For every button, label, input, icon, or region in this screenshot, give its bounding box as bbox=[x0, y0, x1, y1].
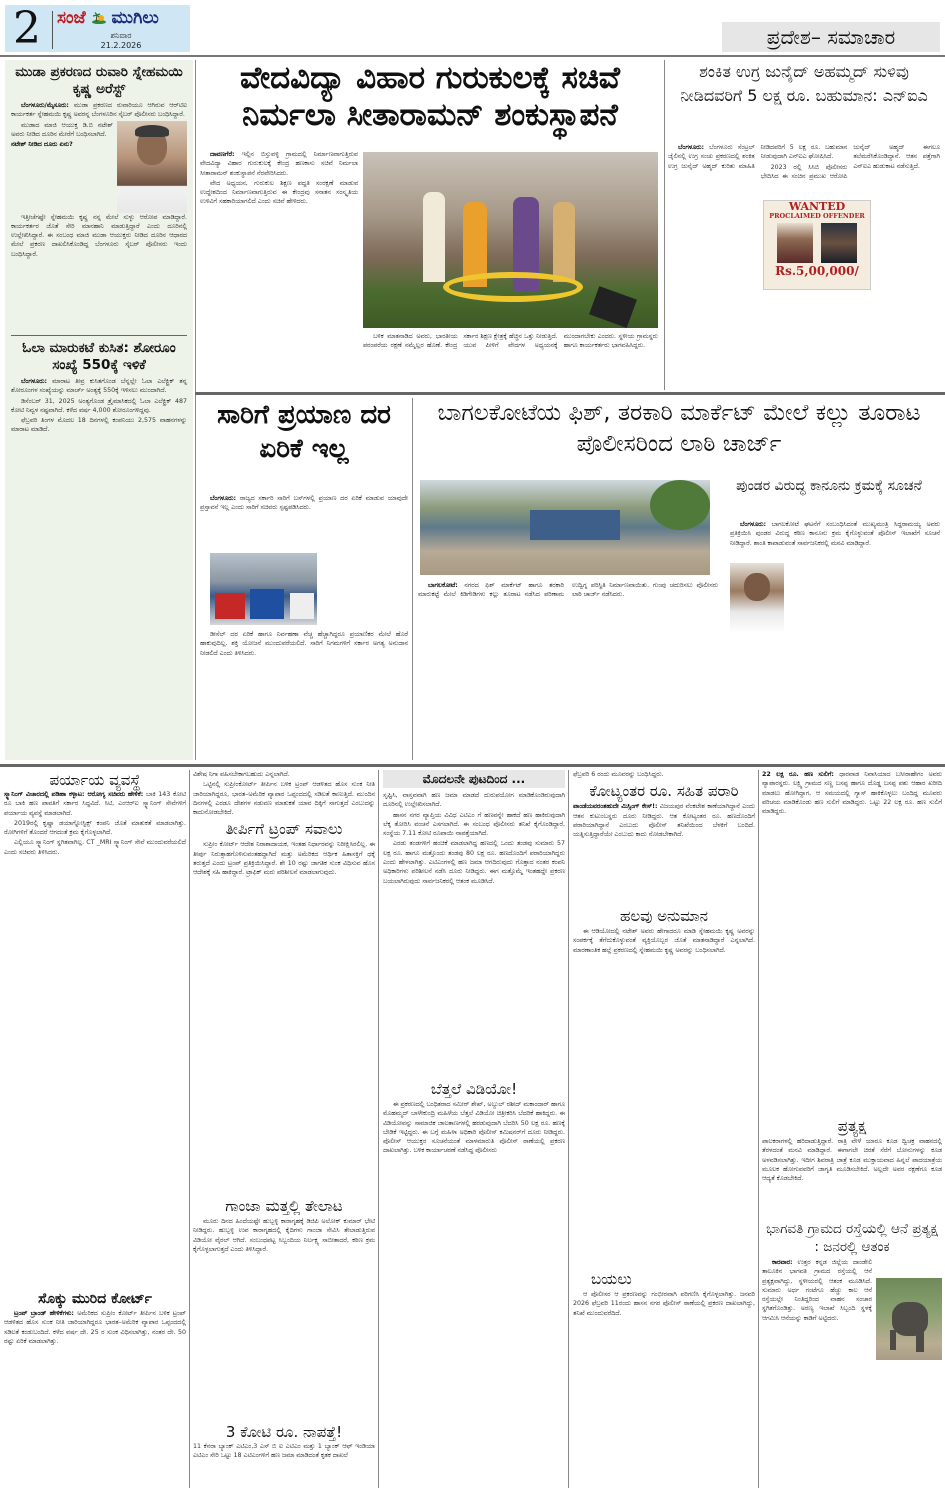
dateline: ಬೆಂಗಳೂರು/ಮೈಸೂರು: bbox=[21, 102, 69, 109]
bottom-column-3 bbox=[383, 770, 565, 1488]
dateline: ಕಾರವಾರ: bbox=[772, 1259, 793, 1266]
headline-3-crore: 3 ಕೋಟಿ ರೂ. ನಾಪತ್ತೆ! bbox=[225, 1423, 343, 1441]
dateline: ಟ್ರಂಪ್ ಬ್ರಾಂಡ್ ಹೇಳಿಕೆಗಳು: bbox=[14, 1310, 74, 1317]
article-body bbox=[383, 791, 565, 886]
portrait-photo bbox=[117, 121, 187, 213]
paper-name-part2: ಮುಗಿಲು bbox=[111, 8, 159, 28]
headline-muda-arrest: ಮುಡಾ ಪ್ರಕರಣದ ರುವಾರಿ ಸ್ನೇಹಮಯಿ ಕೃಷ್ಣ ಅರೆಸ್ಟ್ bbox=[15, 64, 183, 97]
column-rule bbox=[568, 770, 569, 1488]
article-paragraph: ವಿಜಯಪುರ ವೆಂಕಟೇಶ ಕಾಣೆಯಾಗಿದ್ದಾನೆ ಎಂದು ಆತನ ಕುಟುಂಬಸ್ಥರು ದೂರು ನೀಡಿದ್ದರು. ಆತ ಕೋಟ್ಯಂತರ ರೂ. ಹಣದೊಂದಿಗೆ ಪರಾರಿಯಾಗಿದ್ದಾನೆ ಎಂಬುದು ಪೊಲೀಸ್ ತನಿಖೆಯಿಂದ ಬೆಳಕಿಗೆ ಬಂದಿದೆ. ಯತ್ನಿಸುತ್ತಿದ್ದಾರೆಯೇ ಎಂಬುದು ಕಾದು ನೋಡಬೇಕಾಗಿದೆ. bbox=[573, 803, 755, 839]
article-body bbox=[668, 143, 940, 181]
story-muda-arrest bbox=[5, 60, 193, 264]
masthead bbox=[0, 0, 945, 56]
article-lead: ಮಾರಾಟ ತೀವ್ರ ಕುಸಿತಗೊಂಡ ಬೆನ್ನಲ್ಲೇ ಓಲಾ ಎಲೆಕ್ಟ್ರಿಕ್ ತನ್ನ ಶೋರೂಂಗಳ ಸಂಖ್ಯೆಯನ್ನು ಮಾರ್ಚ್ ಅಂತ್ಯಕ್ಕೆ 550ಕ್ಕೆ ಇಳಿಸಲು ಮುಂದಾಗಿದೆ. bbox=[11, 378, 187, 395]
article-body bbox=[193, 1442, 375, 1461]
masthead-divider bbox=[52, 11, 53, 49]
article-paragraph: ಬಳಿಕ ಮಾತನಾಡಿದ ಅವರು, ಭಾರತೀಯ ಪರಂಪರೆಯ ರಕ್ಷಣೆ ನಮ್ಮೆಲ್ಲರ ಹೊಣೆ. ಕೇಂದ್ರ ಸರ್ಕಾರ ಶಿಕ್ಷಣ ಕ್ಷೇತ್ರಕ್ಕೆ ಹೆಚ್ಚಿನ ಒತ್ತು ನೀಡುತ್ತಿದೆ. ಯುವ ಪೀಳಿಗೆ ವೇದಗಳ ಅಧ್ಯಯನಕ್ಕೆ ಮುಂದಾಗಬೇಕು ಎಂದರು. ಸ್ಥಳೀಯ ಗ್ರಾಮಸ್ಥರು ಹಾಗೂ ಕಾರ್ಯಕರ್ತರು ಭಾಗವಹಿಸಿದ್ದರು. bbox=[363, 333, 658, 350]
page-number: 2 bbox=[13, 3, 41, 54]
article-body bbox=[762, 770, 942, 816]
article-paragraph: 2019ರಲ್ಲಿ ಕೃಷ್ಣಾ ಡಯಾಗ್ನೋಸ್ಟಿಕ್ಸ್ ಕಂಪನಿ ಜೊತೆ ಮಾತುಕತೆ ಮಾಡಲಾಗಿತ್ತು. ರೋಗಿಗಳಿಗೆ ತೊಂದರೆ ಆಗದಂತೆ ಕ್ರಮ ಕೈಗೊಳ್ಳಲಾಗಿದೆ. bbox=[4, 819, 186, 837]
bottom-column-4 bbox=[573, 770, 755, 1488]
article-paragraph: ಧಾರವಾಡ ನಿವಾಸಿಯಾದ ಬಸೀರಾಹೇಗಂ ಅವರು ವ್ಯಾಪಾರಸ್ಥರು. ಲಕ್ಷ್ಮಿ ಗ್ರಾಮದ ಸಣ್ಣ ಬಸಪ್ಪ ಹಾಗೂ ದೊಡ್ಡ ಬಸಪ್ಪ ಪಶು ಆಹಾರ ಖರೀದಿ ಮಾಡಲು ಹೋಗಿದ್ದಾಗ, ಆ ಸಮಯದಲ್ಲಿ ಗ್ಯಾಸ್ ಹಾಕಿಕೊಳ್ಳಲು ಬಂದಿದ್ದ ಮೂವರು ಪರಿಚಯ ಮಾಡಿಕೊಂಡು ಹಣ ಸುಲಿಗೆ ಮಾಡಿದ್ದರು. ಒಟ್ಟು 22 ಲಕ್ಷ ರೂ. ಹಣ ಸುಲಿಗೆ ಮಾಡಿದ್ದರು. bbox=[762, 771, 942, 816]
headline-trump-challenge: ತೀರ್ಪಿಗೆ ಟ್ರಂಪ್ ಸವಾಲು bbox=[225, 820, 343, 839]
article-paragraph: ಎರಡು ತಂಡಗಳಿಗೆ ಹಂಚಿಕೆ ಮಾಡಲಾಗಿದ್ದ ಹಣದಲ್ಲಿ ಒಂದು ತಂಡವು ಸುಮಾರು 57 ಲಕ್ಷ ರೂ. ಹಾಗೂ ಮತ್ತೊಂದು ತಂಡವು 80 ಲಕ್ಷ ರೂ. ಹಣದೊಂದಿಗೆ ಪರಾರಿಯಾಗಿದ್ದರು ಎಂದು ಹೇಳಲಾಗಿತ್ತು. ಎಟಿಎಂಗಳಲ್ಲಿ ಹಣ ಜಮಾ ಆಗದಿರುವುದು ಗೊತ್ತಾದ ನಂತರ ಕಂಪನಿ ಅಧಿಕಾರಿಗಳು ಪರಿಶೀಲನೆ ನಡೆಸಿ ದೂರು ನೀಡಿದ್ದರು. ಈಗ ಮತ್ತೊಮ್ಮೆ ಇಂತಹದ್ದೇ ಪ್ರಕರಣ ಬಯಲಾಗಿರುವುದು ಸಾರ್ವಜನಿಕರಲ್ಲಿ ಆತಂಕ ಮೂಡಿಸಿದೆ. bbox=[383, 840, 565, 885]
dateline: ಬೆಂಗಳೂರು: bbox=[678, 144, 705, 151]
cm-photo bbox=[730, 563, 784, 633]
article-paragraph: ಪಾಲಕರಾಗಳಲ್ಲಿ ಹರಿದಾಡುತ್ತಿದ್ದಾರೆ. ರಾತ್ರಿ ವೇಳೆ ಯಾರೂ ಕೂಡ ದ್ವಿಚಕ್ರ ವಾಹನದಲ್ಲಿ ತೆರಳದಂತೆ ಮನವಿ ಮಾಡಿದ್ದಾರೆ. ಈಗಾಗಲೇ ಚಿರತೆ ಸೆರೆಗೆ ಬೋನುಗಳನ್ನು ಕೂಡ ಅಳವಡಿಸಲಾಗಿತ್ತು. ಇದೀಗ ಶಿವರಾತ್ರಿ ಜಾತ್ರೆ ಕೂಡ ಮುಕ್ತಾಯವಾದ ಹಿನ್ನಲೆ ಪಾದಯಾತ್ರೆಯ ಮೂಲಕ ಹೋಗುವವರಿಗೆ ಜಾಗೃತಿ ಮೂಡಿಸಬೇಕಿದೆ. ಅಲ್ಲದೇ ಅವರ ರಕ್ಷಣೆಗೂ ಕೂಡ ಆದ್ಯತೆ ಕೊಡಬೇಕಿದೆ. bbox=[762, 1138, 942, 1183]
article-body bbox=[11, 377, 187, 435]
article-lead: ನಗರದ ಫಿಶ್ ಮಾರ್ಕೆಟ್ ಹಾಗೂ ತರಕಾರಿ ಮಾರುಕಟ್ಟೆ ಮೇಲೆ ಕಿಡಿಗೇಡಿಗಳು ಕಲ್ಲು ತೂರಾಟ ನಡೆಸಿದ ಪರಿಣಾಮ ಉದ್ವಿಗ್ನ ಪರಿಸ್ಥಿತಿ ನಿರ್ಮಾಣವಾಯಿತು. ಗುಂಪು ಚದುರಿಸಲು ಪೊಲೀಸರು ಲಾಠಿ ಚಾರ್ಜ್ ನಡೆಸಿದರು. bbox=[418, 582, 718, 599]
poster-title: WANTED bbox=[788, 200, 846, 213]
paper-name-part1: ಸಂಜೆ bbox=[57, 8, 86, 28]
headline-gurukula: ವೇದವಿದ್ಯಾ ವಿಹಾರ ಗುರುಕುಲಕ್ಕೆ ಸಚಿವೆ ನಿರ್ಮಲಾ ಸೀತಾರಾಮನ್ ಶಂಕುಸ್ಥಾಪನೆ bbox=[240, 60, 620, 133]
headline-alternative-arrangement: ಪರ್ಯಾಯ ವ್ಯವಸ್ಥೆ bbox=[49, 771, 141, 789]
article-lead: ಬಾಕಿ 143 ಕೋಟಿ ರೂ ಬಾಕಿ ಹಣ ಪಾವತಿಗೆ ಸರ್ಕಾರ ಸಿದ್ಧವಿದೆ. ಸಿಟಿ, ಎಂಆರ್‌ಐ ಸ್ಕ್ಯಾನಿಂಗ್ ಸೇವೆಗಳಿಗೆ ಪರ್ಯಾಯ ವ್ಯವಸ್ಥೆ ಮಾಡಲಾಗಿದೆ. bbox=[4, 791, 186, 817]
headline-bagalkot: ಬಾಗಲಕೋಟೆಯ ಫಿಶ್, ತರಕಾರಿ ಮಾರ್ಕೆಟ್ ಮೇಲೆ ಕಲ್ಲು ತೂರಾಟ ಪೊಲೀಸರಿಂದ ಲಾಠಿ ಚಾರ್ಜ್ bbox=[437, 400, 921, 457]
paper-name bbox=[57, 8, 159, 28]
article-body bbox=[193, 1217, 375, 1254]
section-divider bbox=[0, 764, 945, 767]
suspect-photo bbox=[777, 223, 813, 263]
headline-ola: ಓಲಾ ಮಾರುಕಟೆ ಕುಸಿತ: ಶೋರೂಂ ಸಂಖ್ಯೆ 550ಕ್ಕೆ ಇಳಿಕೆ bbox=[22, 340, 176, 373]
article-paragraph: ಬಾಗಲಕೋಟೆ ಘಟನೆಗೆ ಸಂಬಂಧಿಸಿದಂತೆ ಮುಖ್ಯಮಂತ್ರಿ ಸಿದ್ದರಾಮಯ್ಯ ಅವರು ಪ್ರತಿಕ್ರಿಯಿಸಿ ಪುಂಡರ ವಿರುದ್ಧ ಕಠಿಣ ಕಾನೂನು ಕ್ರಮ ಕೈಗೊಳ್ಳುವಂತೆ ಪೊಲೀಸ್ ಇಲಾಖೆಗೆ ಸೂಚನೆ ನೀಡಿದ್ದಾರೆ. ಶಾಂತಿ ಕಾಪಾಡುವಂತೆ ಸಾರ್ವಜನಿಕರಲ್ಲಿ ಮನವಿ ಮಾಡಿದ್ದಾರೆ. bbox=[730, 521, 940, 547]
story-nude-video bbox=[383, 1078, 565, 1157]
story-ganja bbox=[193, 1195, 375, 1255]
article-paragraph: ಮೂರು ದಿನದ ಹಿಂದೆಯಷ್ಟೇ ಹುಬ್ಬಳ್ಳಿ ಕಾರಾಗೃಹಕ್ಕೆ ಡಿಜಿಪಿ ಅಲೋಕ್ ಕುಮಾರ್ ಭೇಟಿ ನೀಡಿದ್ದರು. ಹುಬ್ಬಳ್ಳಿ ಉಪ ಕಾರಾಗೃಹದಲ್ಲಿ ಕೈದಿಗಳು ಗಾಂಜಾ ಸೇವಿಸಿ ತೇಲಾಡುತ್ತಿರುವ ವಿಡಿಯೋ ವೈರಲ್ ಆಗಿದೆ. ಸಂಬಂಧಪಟ್ಟ ಸಿಬ್ಬಂದಿಯ ನಿರ್ಲಕ್ಷ್ಯ ಸಾಬೀತಾದರೆ, ಕಠಿಣ ಕ್ರಮ ಕೈಗೊಳ್ಳಲಾಗುತ್ತದೆ ಎಂದು ತಿಳಿಸಿದ್ದಾರೆ. bbox=[193, 1218, 375, 1253]
article-body bbox=[4, 1309, 186, 1346]
article-subhead: ನಟೇಶ್ ನೀಡಿದ ದೂರು ಏನು? bbox=[11, 141, 73, 149]
article-body bbox=[4, 790, 186, 857]
article-body bbox=[573, 770, 755, 779]
dateline: ಹೇಳಿಕೆ: bbox=[127, 791, 144, 798]
article-paragraph: ಸುಪ್ರೀಂ ಕೋರ್ಟ್ ಆದೇಶ ನಿರಾಶಾದಾಯಕ, ಇಂತಹ ನಿರ್ಧಾರವನ್ನು ನಿರೀಕ್ಷಿಸಿರಲಿಲ್ಲ. ಈ ತೀರ್ಪು ನಿರುತ್ಸಾಹಗೊಳಿಸುವಂತಹದ್ದಾಗಿದೆ ಮತ್ತು ಅಮೆರಿಕದ ಆರ್ಥಿಕ ಹಿತಾಸಕ್ತಿಗೆ ಧಕ್ಕೆ ತರುತ್ತದೆ ಎಂದು ಟ್ರಂಪ್ ಪ್ರತಿಕ್ರಿಯಿಸಿದ್ದಾರೆ. ಶೇ 10 ರಷ್ಟು ಜಾಗತಿಕ ಸುಂಕ ವಿಧಿಸುವ ಹೊಸ ಆದೇಶಕ್ಕೆ ಸಹಿ ಹಾಕಿದ್ದಾರೆ. ಟ್ರಾಫಿಕ್ ಮರು ಪರಿಶೀಲನೆ ಮಾಡಲಾಗುವುದು. bbox=[193, 841, 375, 877]
article-paragraph: ವಿಶೇಷ ನಿಗಾ ವಹಿಸಬೇಕಾಗಬಹುದು ಎನ್ನಲಾಗಿದೆ. bbox=[193, 771, 290, 778]
palm-sun-icon bbox=[92, 12, 106, 24]
story-doubts bbox=[573, 905, 755, 956]
column-rule bbox=[189, 770, 190, 1488]
article-paragraph: ಮುಡಾದ ಮಾಜಿ ಆಯುಕ್ತ ಡಿ.ಬಿ ನಟೇಶ್ ಅವರು ನೀಡಿದ ದೂರಿನ ಮೇರೆಗೆ ಬಂಧಿಸಲಾಗಿದೆ. bbox=[11, 121, 113, 138]
market-photo bbox=[420, 480, 710, 575]
bottom-column-1 bbox=[4, 770, 186, 1488]
article-paragraph: ವೇದ ಅಧ್ಯಯನ, ಗುರುಕುಲ ಶಿಕ್ಷಣ ಪದ್ಧತಿ ಸಂರಕ್ಷಣೆ ಮಾಡುವ ಉದ್ದೇಶದಿಂದ ನಿರ್ಮಾಣವಾಗುತ್ತಿರುವ ಈ ಕೇಂದ್ರವು ಸನಾತನ ಸಂಸ್ಕೃತಿಯ ಉಳಿವಿಗೆ ಸಹಕಾರಿಯಾಗಲಿದೆ ಎಂದು ಸಚಿವೆ ಹೇಳಿದರು. bbox=[200, 179, 358, 206]
headline-sighting: ಪ್ರತ್ಯಕ್ಷ bbox=[837, 1117, 867, 1135]
section-label: ಪ್ರದೇಶ– ಸಮಾಚಾರ bbox=[722, 22, 940, 52]
headline-transport-fare: ಸಾರಿಗೆ ಪ್ರಯಾಣ ದರ ಏರಿಕೆ ಇಲ್ಲ bbox=[217, 400, 391, 464]
bus-station-photo bbox=[210, 553, 317, 625]
dateline: ದಾವಣಗೆರೆ: bbox=[210, 151, 235, 158]
article-body bbox=[11, 101, 187, 259]
masthead-logo-box bbox=[5, 5, 190, 52]
article-paragraph: ಉತ್ತರ ಕನ್ನಡ ಜಿಲ್ಲೆಯ ದಾಂಡೇಲಿ ತಾಲೂಕಿನ ಭಾಗವತಿ ಗ್ರಾಮದ ರಸ್ತೆಯಲ್ಲಿ ಆನೆ ಪ್ರತ್ಯಕ್ಷವಾಗಿದ್ದು, ಸ್ಥಳೀಯರಲ್ಲಿ ಆತಂಕ ಮೂಡಿಸಿದೆ. ಸುಮಾರು ಅರ್ಧ ಗಂಟೆಗೂ ಹೆಚ್ಚು ಕಾಲ ಆನೆ ರಸ್ತೆಯಲ್ಲೇ ನಿಂತಿದ್ದರಿಂದ ವಾಹನ ಸಂಚಾರ ಸ್ಥಗಿತಗೊಂಡಿತ್ತು. ಅರಣ್ಯ ಇಲಾಖೆ ಸಿಬ್ಬಂದಿ ಸ್ಥಳಕ್ಕೆ ಆಗಮಿಸಿ ಆನೆಯನ್ನು ಕಾಡಿಗೆ ಅಟ್ಟಿದರು. bbox=[762, 1259, 872, 1322]
issue-day: ಶನಿವಾರ bbox=[110, 31, 132, 40]
story-nia bbox=[668, 60, 940, 390]
dateline: ಬೆಂಗಳೂರು: bbox=[740, 521, 767, 528]
article-paragraph: ಹಾಸನ ನಗರ ವ್ಯಾಪ್ತಿಯ ವಿವಿಧ ಎಟಿಎಂ ಗೆ ಹಣವನ್ನೇ ಹಾಕದೆ ಹಣ ಹಾಕಿರುವುದಾಗಿ ಲೆಕ್ಕ ತೋರಿಸಿ ವಂಚನೆ ಎಸಗಲಾಗಿದೆ. ಈ ಸಂಬಂಧ ಪೊಲೀಸರು ತನಿಖೆ ಕೈಗೊಂಡಿದ್ದಾರೆ. ಸಂಸ್ಥೆಯ 7.11 ಕೋಟಿ ರೂಪಾಯಿ ನಾಪತ್ತೆಯಾಗಿದೆ. bbox=[383, 811, 565, 838]
headline-court: ಸೊಕ್ಕು ಮುರಿದ ಕೋರ್ಟ್ bbox=[38, 1291, 152, 1307]
poster-subtitle: PROCLAIMED OFFENDER bbox=[769, 212, 865, 220]
poster-reward: Rs.5,00,000/ bbox=[775, 264, 859, 278]
subhead-bagalkot: ಪುಂಡರ ವಿರುದ್ಧ ಕಾನೂನು ಕ್ರಮಕ್ಕೆ ಸೂಚನೆ bbox=[736, 478, 922, 494]
masthead-rule bbox=[0, 55, 945, 57]
article-paragraph: ಈ ಆಡಿಯೋದಲ್ಲಿ ನಟೇಶ್ ಅವರು ಹೇಗಾದರೂ ಮಾಡಿ ಸ್ನೇಹಮಯಿ ಕೃಷ್ಣ ಅವರನ್ನು ಸಂಪರ್ಕಕ್ಕೆ ತೆಗೆದುಕೊಳ್ಳುವಂತೆ ವ್ಯಕ್ತಿಯೊಬ್ಬರ ಜೊತೆ ಮಾತನಾಡಿದ್ದಾರೆ ಎನ್ನಲಾಗಿದೆ. ಮಾರಣಾಂತಿಕ ಹಲ್ಲೆ ಪ್ರಕರಣದಲ್ಲಿ ಸ್ನೇಹಮಯಿ ಕೃಷ್ಣ ಅವರನ್ನು ಬಂಧಿಸಲಾಗಿದೆ. bbox=[573, 928, 755, 954]
headline-crores-absconded: ಕೋಟ್ಯಂತರ ರೂ. ಸಹಿತ ಪರಾರಿ bbox=[589, 782, 739, 801]
column-rule bbox=[758, 770, 759, 1488]
continued-from-front-banner: ಮೊದಲನೇ ಪುಟದಿಂದ ... bbox=[383, 770, 565, 788]
column-rule bbox=[664, 60, 665, 390]
column-rule bbox=[378, 770, 379, 1488]
column-rule bbox=[412, 398, 413, 760]
article-paragraph: ಫೆಬ್ರವರಿ 6 ರಂದು ಮೂವರನ್ನು ಬಂಧಿಸಿದ್ದರು. bbox=[573, 771, 664, 778]
article-lead: ಅಮೆರಿಕದ ಸುಪ್ರೀಂ ಕೋರ್ಟ್ ತೀರ್ಪಿನ ಬಳಿಕ ಟ್ರಂಪ್ ಆಡಳಿತದ ಹೊಸ ಸುಂಕ ನೀತಿ ಜಾರಿಯಾಗಿದ್ದರೂ ಭಾರತ–ಅಮೆರಿಕ ವ್ಯಾಪಾರ ಒಪ್ಪಂದದಲ್ಲಿ ಸಡಿಲತೆ ಕಂಡುಬಂದಿದೆ. ಕಳೆದ ವರ್ಷ ದೇ. 25 ರ ಸುಂಕ ವಿಧಿಸಲಾಗಿತ್ತು, ನಂತರ ದೇ. 50 ರಷ್ಟು ಏರಿಕೆ ಮಾಡಲಾಗಿತ್ತು. bbox=[4, 1310, 186, 1345]
article-lead: ಬೆಂಗಳೂರು ಸೆಂಟ್ರಲ್ ಜೈಲಿನಲ್ಲಿ ಉಗ್ರ ಸಂಚು ಪ್ರಕರಣದಲ್ಲಿ ಶಂಕಿತ ಉಗ್ರ ಜುನೈದ್ ಅಹ್ಮದ್ ಕುರಿತು ಮಾಹಿತಿ ನೀಡಿದವರಿಗೆ 5 ಲಕ್ಷ ರೂ. ಬಹುಮಾನ ನೀಡುವುದಾಗಿ ಎನ್‌ಐಎ ಘೋಷಿಸಿದೆ. bbox=[668, 144, 848, 170]
headline-ganja: ಗಾಂಜಾ ಮತ್ತಲ್ಲಿ ತೇಲಾಟ bbox=[225, 1197, 343, 1215]
article-body bbox=[200, 630, 408, 659]
article-body bbox=[730, 520, 940, 549]
article-kicker: 22 ಲಕ್ಷ ರೂ. ಹಣ ಸುಲಿಗೆ: bbox=[762, 771, 834, 778]
column-rule bbox=[195, 60, 196, 760]
ceremony-photo bbox=[363, 152, 658, 328]
story-bagalkot bbox=[418, 398, 940, 763]
article-paragraph: ಡೀಸೆಲ್ ದರ ಏರಿಕೆ ಹಾಗೂ ನಿರ್ವಹಣಾ ವೆಚ್ಚ ಹೆಚ್ಚಾಗಿದ್ದರೂ ಪ್ರಯಾಣಿಕರ ಮೇಲೆ ಹೊರೆ ಹಾಕುವುದಿಲ್ಲ. ಶಕ್ತಿ ಯೋಜನೆ ಮುಂದುವರೆಯಲಿದೆ. ಸಾರಿಗೆ ನಿಗಮಗಳಿಗೆ ಸರ್ಕಾರ ಅಗತ್ಯ ಅನುದಾನ ನೀಡಲಿದೆ ಎಂದು ತಿಳಿಸಿದರು. bbox=[200, 631, 408, 657]
dateline: ಬಾಗಲಕೋಟೆ: bbox=[428, 582, 458, 589]
article-body bbox=[762, 1137, 942, 1183]
bottom-column-5 bbox=[762, 770, 942, 1488]
article-body bbox=[200, 494, 408, 514]
story-divider bbox=[11, 335, 187, 336]
story-gurukula bbox=[200, 60, 660, 390]
article-body bbox=[193, 770, 375, 817]
article-body bbox=[762, 1258, 872, 1360]
article-body bbox=[363, 332, 658, 351]
article-kicker: ಸ್ಕ್ಯಾನಿಂಗ್ ವಿಚಾರದಲ್ಲಿ ಪಡಿಹಾ ಕಳ್ಳಾಟ: ಆರೋಗ್ಯ ಸಚಿವರು bbox=[4, 791, 126, 798]
headline-doubts: ಹಲವು ಅನುಮಾನ bbox=[619, 907, 708, 925]
elephant-photo bbox=[876, 1278, 942, 1360]
article-body bbox=[418, 581, 718, 600]
story-ola bbox=[5, 340, 193, 436]
wanted-poster bbox=[763, 200, 871, 290]
article-kicker: ಪಾಂಡೆಯವರಂತಹುದೇ ಮಿಸ್ಸಿಂಗ್ ಕೇಸ್!: bbox=[573, 803, 658, 811]
story-3-crore bbox=[193, 1422, 375, 1462]
article-body bbox=[200, 150, 358, 208]
story-transport-fare bbox=[200, 398, 408, 763]
story-sighting bbox=[762, 1115, 942, 1184]
suspect-photo bbox=[821, 223, 857, 263]
article-body bbox=[573, 1290, 755, 1318]
story-exposed bbox=[573, 1268, 755, 1319]
headline-elephant: ಭಾಗವತಿ ಗ್ರಾಮದ ರಸ್ತೆಯಲ್ಲಿ ಆನೆ ಪ್ರತ್ಯಕ್ಷ : ಜನರಲ್ಲಿ ಆತಂಕ bbox=[766, 1221, 938, 1255]
article-paragraph: ಈ ಪ್ರಕರಣದಲ್ಲಿ ಬಂಧಿತರಾದ ಸಮೀರ್ ಶೇಖ್, ಅಬ್ದುಲ್ ರಶೀದ್ ಮಕಾಂದಾರ್ ಹಾಗೂ ಮೊಹಮ್ಮದ್ ಬಾಳೇಕುಂದ್ರಿ ಮಹಿಳೆಯ ಬೆತ್ತಲೆ ವಿಡಿಯೋ ಚಿತ್ರೀಕರಿಸಿ ಬೆದರಿಕೆ ಹಾಕಿದ್ದರು. ಈ ವಿಡಿಯೋವನ್ನು ಸಾಮಾಜಿಕ ಜಾಲತಾಣಗಳಲ್ಲಿ ಹರಡುವುದಾಗಿ ಬೆದರಿಸಿ 50 ಲಕ್ಷ ರೂ. ಹಣಕ್ಕೆ ಬೇಡಿಕೆ ಇಟ್ಟಿದ್ದರು. ಈ ಬಗ್ಗೆ ಮಹಿಳಾ ಅಧಿಕಾರಿ ಪೊಲೀಸ್ ಕಮಿಷನರ್‌ಗೆ ದೂರು ನೀಡಿದ್ದರು. ಪೊಲೀಸ್ ಆಯುಕ್ತರ ಸೂಚನೆಯಂತೆ ಮಾಳಮಾರುತಿ ಪೊಲೀಸ್ ಠಾಣೆಯಲ್ಲಿ ಪ್ರಕರಣ ದಾಖಲಾಗಿತ್ತು. ಬಳಿಕ ಕಾರ್ಯಾಚರಣೆ ನಡೆಸಿದ್ದ ಪೊಲೀಸರು bbox=[383, 1101, 565, 1155]
article-body bbox=[573, 927, 755, 955]
article-paragraph: ಫೆಬ್ರವರಿ ತಿಂಗಳ ಮೊದಲ 18 ದಿನಗಳಲ್ಲಿ ಕಂಪನಿಯು 2,575 ವಾಹನಗಳನ್ನು ಮಾರಾಟ ಮಾಡಿದೆ. bbox=[11, 417, 187, 434]
article-paragraph: ಇತ್ತೀಚೆಗಷ್ಟೇ ಸ್ನೇಹಮಯಿ ಕೃಷ್ಣ ನನ್ನ ಮೇಲೆ ಸುಳ್ಳು ಆರೋಪ ಮಾಡಿದ್ದಾರೆ. ಕಾರ್ಯಕರ್ತರ ಜೊತೆ ಸೇರಿ ಮಾನಹಾನಿ ಮಾಡುತ್ತಿದ್ದಾರೆ ಎಂದು ದೂರಿನಲ್ಲಿ ಉಲ್ಲೇಖಿಸಿದ್ದಾರೆ. ಈ ಸಂಬಂಧ ಮಾಜಿ ಮುಡಾ ಆಯುಕ್ತರು ನೀಡಿದ ದೂರಿನ ಆಧಾರದ ಮೇಲೆ ಪ್ರಕರಣ ದಾಖಲಿಸಿಕೊಂಡಿದ್ದ ಬೆಂಗಳೂರು ಸೈಬರ್ ಪೊಲೀಸರು ಇಂದು ಬಂಧಿಸಿದ್ದಾರೆ. bbox=[11, 213, 187, 258]
article-body bbox=[193, 840, 375, 877]
left-column bbox=[5, 60, 193, 760]
section-divider bbox=[195, 392, 945, 395]
subhead-block bbox=[718, 478, 940, 495]
article-lead: ಮುಡಾ ಪ್ರಕರಣದ ರುವಾರಿಯೂ ಆಗಿರುವ ಆರ್‌ಟಿಐ ಕಾರ್ಯಕರ್ತ ಸ್ನೇಹಮಯಿ ಕೃಷ್ಣ ಅವರನ್ನ ಬೆಂಗಳೂರಿನ ಸೈಬರ್ ಪೊಲೀಸರು ಬಂಧಿಸಿದ್ದಾರೆ. bbox=[11, 102, 187, 119]
bottom-column-2 bbox=[193, 770, 375, 1488]
article-body bbox=[573, 802, 755, 839]
story-court bbox=[4, 1290, 186, 1347]
article-paragraph: ಸೃಷ್ಟಿಸಿ, ವಾಸ್ತವವಾಗಿ ಹಣ ಜಮಾ ಮಾಡದೆ ದುರುಪಯೋಗ ಮಾಡಿಕೊಂಡಿರುವುದಾಗಿ ದೂರಿನಲ್ಲಿ ಉಲ್ಲೇಖಿಸಲಾಗಿದೆ. bbox=[383, 792, 565, 809]
article-paragraph: ಆ ಪೊಲೀಸರ ಆ ಪ್ರಕರಣವನ್ನು ಗಂಭೀರವಾಗಿ ಪರಿಗಣಿಸಿ ಕೈಗೊಳ್ಳಲಾಗಿತ್ತು. ಜನವರಿ 2026 ಫೆಬ್ರವರಿ 11ರಂದು ಹಾಸನ ನಗರ ಪೊಲೀಸ್ ಠಾಣೆಯಲ್ಲಿ ಪ್ರಕರಣ ದಾಖಲಾಗಿದ್ದು, ತನಿಖೆ ಮುಂದುವರೆದಿದೆ. bbox=[573, 1291, 755, 1317]
article-paragraph: 2023 ರಲ್ಲಿ ಸಿಸಿಬಿ ಪೊಲೀಸರು ಭೇದಿಸಿದ ಈ ಸಂಚಿನ ಪ್ರಮುಖ ಆರೋಪಿ ಜುನೈದ್ ಅಹ್ಮದ್ ಈಗಲೂ ತಲೆಮರೆಸಿಕೊಂಡಿದ್ದಾನೆ. ಆತನ ಪತ್ತೆಗಾಗಿ ಎನ್‌ಐಎ ಹುಡುಕಾಟ ನಡೆಸುತ್ತಿದೆ. bbox=[760, 144, 940, 180]
headline-nia: ಶಂಕಿತ ಉಗ್ರ ಜುನೈದ್ ಅಹಮ್ಮದ್ ಸುಳಿವು ನೀಡಿದವರಿಗೆ 5 ಲಕ್ಷ ರೂ. ಬಹುಮಾನ: ಎನ್‌ಐಎ bbox=[680, 62, 928, 105]
article-paragraph: ಎಲ್ಲಿಯೂ ಸ್ಕ್ಯಾನಿಂಗ್ ಸ್ಥಗಿತವಾಗಿಲ್ಲ. CT _MRI ಸ್ಕ್ಯಾನಿಂಗ್ ಸೇವೆ ಮುಂದುವರೆಯಲಿದೆ ಎಂದು ಸಚಿವರು ತಿಳಿಸಿದರು. bbox=[4, 839, 186, 856]
article-paragraph: 11 ಕೆನರಾ ಬ್ಯಾಂಕ್ ಎಟಿಎಂ,3 ಎಸ್ ಬಿ ಐ ಎಟಿಎಂ ಮತ್ತು 1 ಬ್ಯಾಂಕ್ ಆಫ್ ಇಂಡಿಯಾ ಎಟಿಎಂ ಸೇರಿ ಒಟ್ಟು 18 ಎಟಿಎಂಗಳಿಗೆ ಹಣ ಜಮಾ ಮಾಡಿದಂತೆ ಕೃತಕ ದಾಖಲೆ bbox=[193, 1443, 375, 1460]
article-body bbox=[383, 1100, 565, 1156]
story-elephant bbox=[762, 1220, 942, 1360]
headline-nude-video: ಬೆತ್ತಲೆ ವಿಡಿಯೋ! bbox=[430, 1080, 518, 1098]
article-paragraph: ಒಟ್ಟಿನಲ್ಲಿ ಸುಪ್ರೀಂಕೋರ್ಟ್ ತೀರ್ಪಿನ ಬಳಿಕ ಟ್ರಂಪ್ ಆಡಳಿತದ ಹೊಸ ಸುಂಕ ನೀತಿ ಜಾರಿಯಾಗಿದ್ದರೂ, ಭಾರತ–ಅಮೆರಿಕ ವ್ಯಾಪಾರ ಒಪ್ಪಂದದಲ್ಲಿ ಸಡಿಲತೆ ಕಾಣುತ್ತಿದೆ. ಮುಂದಿನ ದಿನಗಳಲ್ಲಿ ಎರಡೂ ದೇಶಗಳ ನಡುವಣ ಮಾತುಕತೆ ಯಾವ ದಿಕ್ಕಿಗೆ ಸಾಗುತ್ತದೆ ಎಂಬುದನ್ನು ಕಾದುನೋಡಬೇಕಿದೆ. bbox=[193, 781, 375, 817]
dateline: ಬೆಂಗಳೂರು: bbox=[21, 378, 48, 385]
dateline: ಬೆಂಗಳೂರು: bbox=[210, 495, 237, 502]
issue-date: 21.2.2026 bbox=[100, 41, 142, 50]
article-paragraph: ಡಿಸೆಂಬರ್ 31, 2025 ಅಂತ್ಯಗೊಂಡ ತ್ರೈಮಾಸಿಕದಲ್ಲಿ ಓಲಾ ಎಲೆಕ್ಟ್ರಿಕ್ 487 ಕೋಟಿ ನಿವ್ವಳ ನಷ್ಟವಾಗಿದೆ. ಕಳೆದ ವರ್ಷ 4,000 ಶೋರೂಂಗಳಿದ್ದವು. bbox=[11, 397, 187, 414]
article-lead: ರಾಜ್ಯದ ಸರ್ಕಾರಿ ಸಾರಿಗೆ ಬಸ್‌ಗಳಲ್ಲಿ ಪ್ರಯಾಣ ದರ ಏರಿಕೆ ಮಾಡುವ ಯಾವುದೇ ಪ್ರಸ್ತಾವನೆ ಇಲ್ಲ ಎಂದು ಸಾರಿಗೆ ಸಚಿವರು ಸ್ಪಷ್ಟಪಡಿಸಿದರು. bbox=[200, 495, 408, 512]
article-lead: ಇಲ್ಲಿನ ಬಿಸ್ತುವಳ್ಳಿ ಗ್ರಾಮದಲ್ಲಿ ನಿರ್ಮಾಣವಾಗುತ್ತಿರುವ ವೇದವಿದ್ಯಾ ವಿಹಾರ ಗುರುಕುಲಕ್ಕೆ ಕೇಂದ್ರ ಹಣಕಾಸು ಸಚಿವೆ ನಿರ್ಮಲಾ ಸೀತಾರಾಮನ್ ಶಂಕುಸ್ಥಾಪನೆ ನೆರವೇರಿಸಿದರು. bbox=[200, 151, 358, 177]
headline-exposed: ಬಯಲು bbox=[591, 1270, 632, 1288]
